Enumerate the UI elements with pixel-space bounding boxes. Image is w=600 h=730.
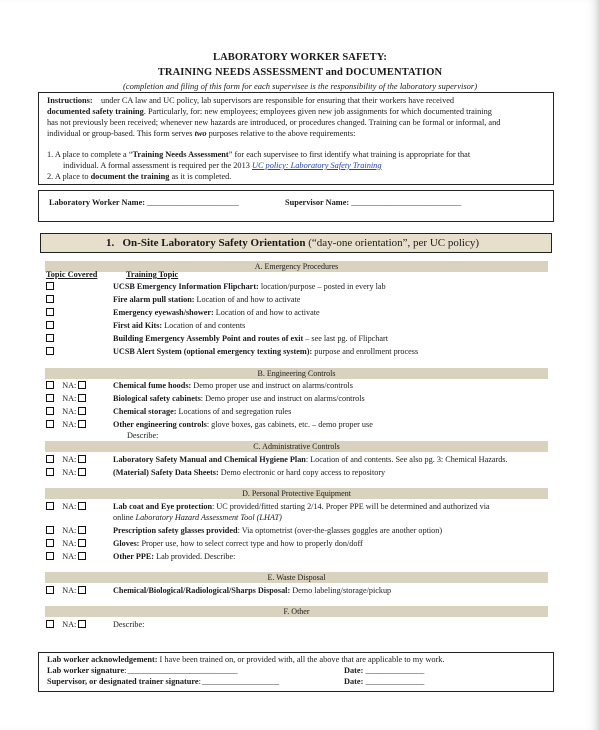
band-other: F. Other — [45, 606, 548, 617]
row-prescription-glasses: NA: — [46, 525, 86, 536]
checkbox[interactable] — [46, 552, 54, 560]
supervisor-signature-field[interactable]: Supervisor, or designated trainer signature: _____________________ — [47, 677, 279, 686]
checkbox[interactable] — [46, 468, 54, 476]
row-eyewash — [46, 307, 54, 318]
na-checkbox[interactable] — [78, 381, 86, 389]
checkbox[interactable] — [46, 308, 54, 316]
lab-worker-signature-field[interactable]: Lab worker signature: ______________________________ — [47, 666, 237, 675]
acknowledgement-text: Lab worker acknowledgement: I have been trained on, or provided with, all the above that are applicable to my work. — [47, 655, 445, 664]
checkbox[interactable] — [46, 321, 54, 329]
checkbox[interactable] — [46, 502, 54, 510]
checkbox[interactable] — [46, 526, 54, 534]
row-assembly-point — [46, 333, 54, 344]
names-box — [38, 190, 554, 222]
checkbox[interactable] — [46, 295, 54, 303]
describe-label: Describe: — [127, 431, 159, 440]
band-waste-disposal: E. Waste Disposal — [45, 572, 548, 583]
purpose-1-cont: individual. A formal assessment is required per the 2013 UC policy: Laboratory Safety Training — [63, 161, 382, 170]
row-other: NA: — [46, 619, 86, 630]
row-chemical-storage: NA: — [46, 406, 86, 417]
row-fume-hoods: NA: — [46, 380, 86, 391]
lhat-line: online Laboratory Hazard Assessment Tool (LHAT) — [113, 513, 282, 522]
checkbox[interactable] — [46, 620, 54, 628]
na-checkbox[interactable] — [78, 502, 86, 510]
worker-name-field[interactable]: Laboratory Worker Name: _________________________ — [49, 198, 239, 207]
acknowledgement-box — [38, 652, 554, 692]
row-bio-cabinets: NA: — [46, 393, 86, 404]
supervisor-name-field[interactable]: Supervisor Name: ______________________________ — [285, 198, 461, 207]
checkbox[interactable] — [46, 407, 54, 415]
band-administrative-controls: C. Administrative Controls — [45, 441, 548, 452]
subtitle: (completion and filing of this form for each supervisee is the responsibility of the laboratory supervisor) — [122, 81, 478, 91]
instructions-line-1: Instructions: under CA law and UC policy, lab supervisors are responsible for ensuring that their workers have received — [47, 96, 455, 105]
na-checkbox[interactable] — [78, 539, 86, 547]
na-checkbox[interactable] — [78, 455, 86, 463]
instructions-line-3: has not previously been received; whenever new hazards are introduced, or procedures changed. Training can be formal or informal, and — [47, 118, 501, 127]
checkbox[interactable] — [46, 347, 54, 355]
na-checkbox[interactable] — [78, 394, 86, 402]
uc-policy-link[interactable]: UC policy: Laboratory Safety Training — [251, 161, 382, 170]
row-waste-disposal: NA: — [46, 585, 86, 596]
row-other-ppe: NA: — [46, 551, 86, 562]
other-describe-label: Describe: — [113, 620, 145, 629]
date-field-1[interactable]: Date: ________________ — [344, 666, 424, 675]
na-checkbox[interactable] — [78, 526, 86, 534]
checkbox[interactable] — [46, 381, 54, 389]
document-page: LABORATORY WORKER SAFETY: TRAINING NEEDS ASSESSMENT and DOCUMENTATION (completion and filing of this form for each supervisee is the responsibility of the laboratory supervisor) Instructions: under CA law and UC policy, lab supervisors are responsible for ensuring that their workers have received documented safety training. Particularly, for: new employees; employees given new job assignments for which documented training has not previously been received; whenever new hazards are introduced, or procedures changed. Training can be formal or informal, and individual or group-based. This form serves two purposes relative to the above requirements: 1. A place to complete a “Training Needs Assessment” for each supervisee to first identify what training is appropriate for that individual. A formal assessment is required per the 2013 UC policy: Laboratory Safety Training 2. A place to document the training as it is completed. Laboratory Worker Name: _________________________ Supervisor Name: ______________________________ 1. On-Site Laboratory Safety Orientation (“day-one orientation”, per UC policy) A. Emergency Procedures Topic Covered Training Topic UCSB Emergency Information Flipchart: location/purpose – posted in every lab Fire alarm pull station: Location of and how to activate Emergency eyewash/shower: Location of and how to activate First aid Kits: Location of and contents Building Emergency Assembly Point and routes of exit – see last pg. of Flipchart UCSB Alert System (optional emergency texting system): purpose and enrollment process B. Engineering Controls NA: Chemical fume hoods: Demo proper use and instruct on alarms/controls NA: Biological safety cabinets: Demo proper use and instruct on alarms/controls NA: Chemical storage: Locations of and segregation rules NA: Other engineering controls: glove boxes, gas cabinets, etc. – demo proper use Describe: C. Administrative Controls NA: Laboratory Safety Manual and Chemical Hygiene Plan: Location of and contents. See also pg. 3: Chemical Hazards. NA: (Material) Safety Data Sheets: Demo electronic or hard copy access to repository D. Personal Protective Equipment NA: Lab coat and Eye protection: UC provided/fitted starting 2/14. Proper PPE will be determined and authorized via online Laboratory Hazard Assessment Tool (LHAT) NA: Prescription safety glasses provided: Via optometrist (over-the-glasses goggles are another option) NA: Gloves: Proper use, how to select correct type and how to properly don/doff NA: Other PPE: Lab provided. Describe: E. Waste Disposal NA: Chemical/Biological/Radiological/Sharps Disposal: Demo labeling/storage/pickup F. Other NA: Describe: Lab worker acknowledgement: I have been trained on, or provided with, all the above that are applicable to my work. Lab worker signature: ______________________________ Date: ________________ Supervisor, or designated trainer signature: _____________________ Date: ________________ — [0, 0, 600, 730]
row-flipchart — [46, 281, 54, 292]
row-other-engineering: NA: — [46, 419, 86, 430]
checkbox[interactable] — [46, 455, 54, 463]
purpose-2: 2. A place to document the training as it is completed. — [47, 172, 232, 181]
na-checkbox[interactable] — [78, 420, 86, 428]
row-gloves: NA: — [46, 538, 86, 549]
instructions-line-4: individual or group-based. This form serves two purposes relative to the above requirements: — [47, 129, 356, 138]
checkbox[interactable] — [46, 586, 54, 594]
na-checkbox[interactable] — [78, 552, 86, 560]
checkbox[interactable] — [46, 282, 54, 290]
col-topic-covered: Topic Covered — [46, 270, 98, 279]
section-1-header: 1. On-Site Laboratory Safety Orientation (“day-one orientation”, per UC policy) — [40, 233, 552, 253]
na-checkbox[interactable] — [78, 620, 86, 628]
checkbox[interactable] — [46, 420, 54, 428]
instructions-line-2: documented safety training. Particularly, for: new employees; employees given new job assignments for which documented training — [47, 107, 492, 116]
band-emergency-procedures: A. Emergency Procedures — [45, 261, 548, 272]
checkbox[interactable] — [46, 334, 54, 342]
row-sds: NA: — [46, 467, 86, 478]
checkbox[interactable] — [46, 539, 54, 547]
row-safety-manual: NA: — [46, 454, 86, 465]
col-training-topic: Training Topic — [126, 270, 179, 279]
row-fire-alarm — [46, 294, 54, 305]
row-alert-system — [46, 346, 54, 357]
date-field-2[interactable]: Date: ________________ — [344, 677, 424, 686]
title-line-2: TRAINING NEEDS ASSESSMENT and DOCUMENTATION — [157, 67, 443, 78]
instructions-box — [38, 92, 554, 185]
na-checkbox[interactable] — [78, 586, 86, 594]
band-engineering-controls: B. Engineering Controls — [45, 368, 548, 379]
na-checkbox[interactable] — [78, 407, 86, 415]
checkbox[interactable] — [46, 394, 54, 402]
na-checkbox[interactable] — [78, 468, 86, 476]
band-ppe: D. Personal Protective Equipment — [45, 488, 548, 499]
purpose-1: 1. A place to complete a “Training Needs Assessment” for each supervisee to first identify what training is appropriate for that — [47, 150, 471, 159]
row-lab-coat: NA: — [46, 501, 86, 512]
row-first-aid — [46, 320, 54, 331]
title-line-1: LABORATORY WORKER SAFETY: — [212, 52, 388, 63]
